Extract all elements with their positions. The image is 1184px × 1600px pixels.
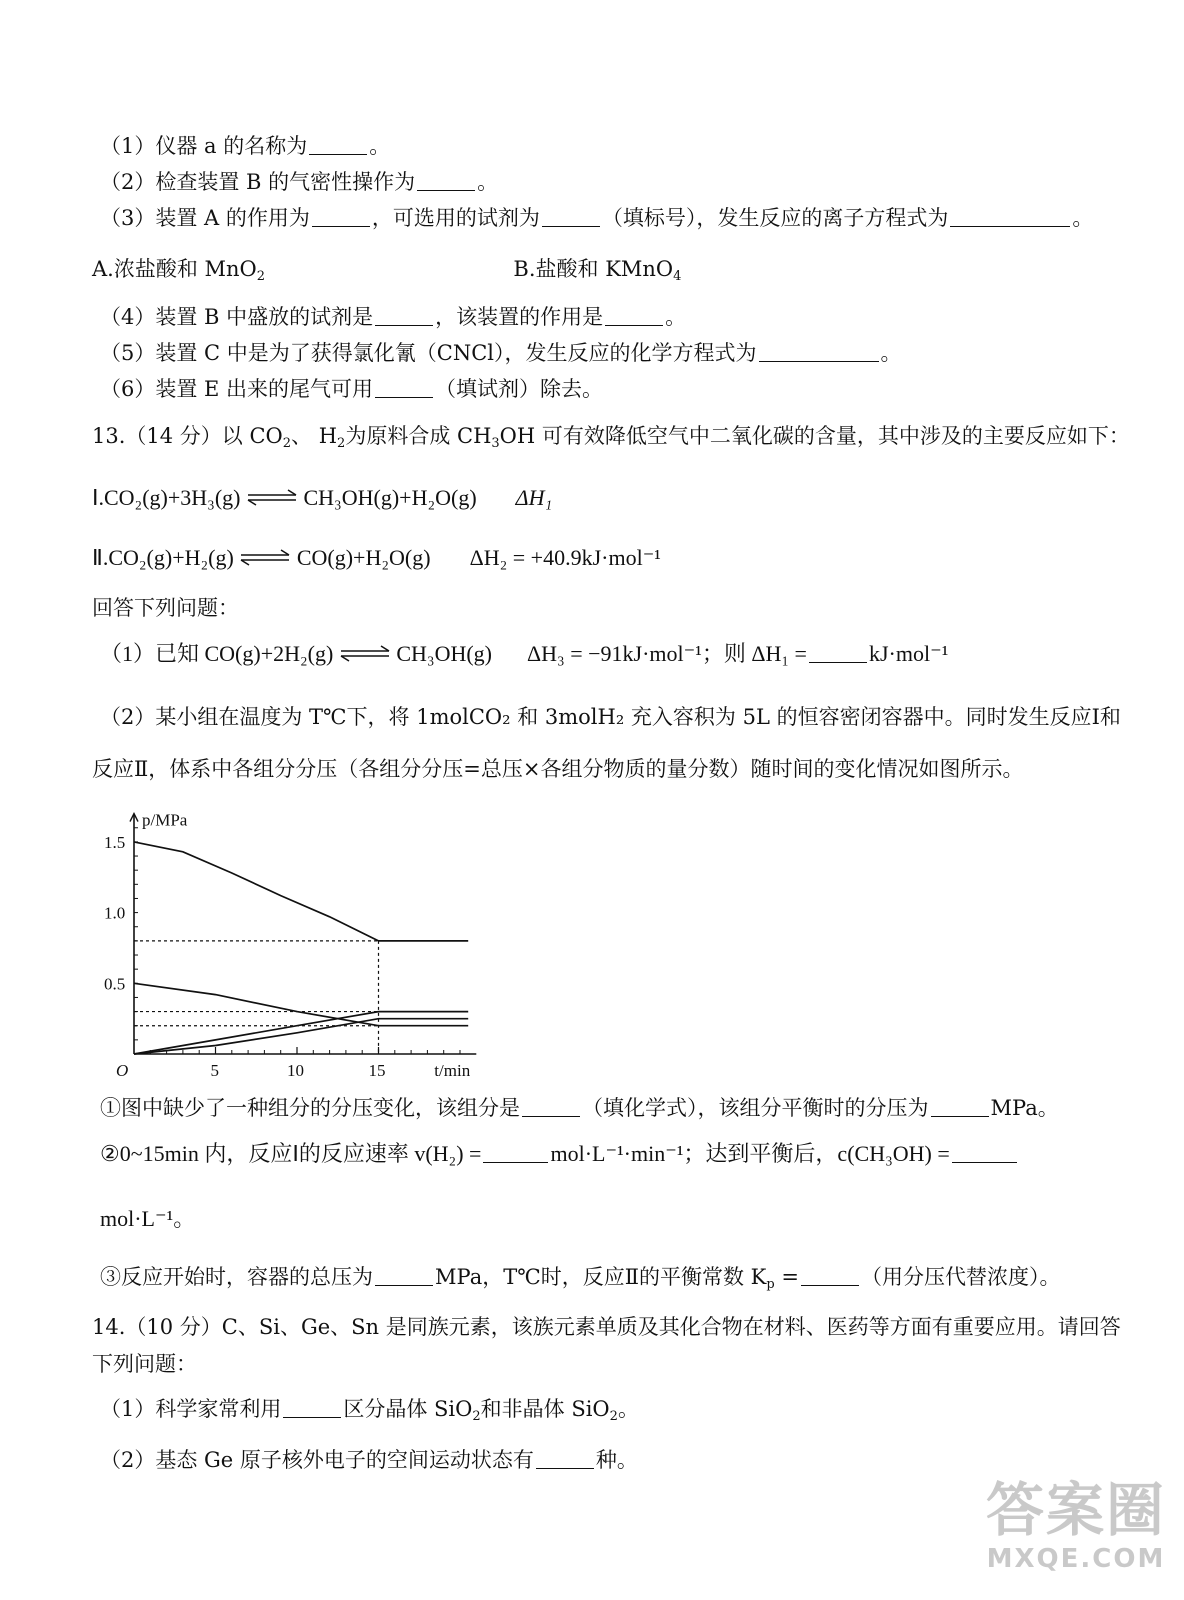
question-text: （4）装置 B 中盛放的试剂是: [100, 305, 374, 329]
x-tick-label: 15: [368, 1061, 386, 1080]
answer-blank[interactable]: [522, 1096, 580, 1117]
question-item-2: [100, 168, 498, 196]
answer-blank[interactable]: [931, 1096, 989, 1117]
answer-blank[interactable]: [801, 1265, 859, 1286]
partial-pressure-chart: [96, 792, 471, 1092]
question-text: （填试剂）除去。: [435, 377, 604, 401]
answer-blank[interactable]: [283, 1397, 341, 1418]
x-axis-label: t/min: [434, 1061, 471, 1080]
equilibrium-arrow-icon: [339, 645, 391, 661]
q13-sub-2-unit: mol·L⁻¹。: [100, 1206, 196, 1231]
option-a: A.浓盐酸和 MnO$_2$: [92, 257, 266, 284]
question-text: 。: [369, 134, 391, 158]
equilibrium-arrow-icon: [239, 549, 291, 565]
reaction-left: Ⅰ.CO₂(g)+3H₃(g): [92, 485, 241, 510]
q13-sub-2: ②0~15min 内，反应Ⅰ的反应速率 v(H₂) = mol·L⁻¹·min⁻¹；达到平衡后，c(CH₃OH) =: [100, 1140, 1019, 1168]
question-item-1: [100, 132, 390, 160]
question-text: ，可选用的试剂为: [371, 206, 540, 230]
x-tick-label: 10: [287, 1061, 304, 1080]
question-text: 。: [665, 305, 687, 329]
logo-mark: 答案圈: [986, 1476, 1167, 1544]
q14-intro-line-1: 14.（10 分）C、Si、Ge、Sn 是同族元素，该族元素单质及其化合物在材料、医药等方面有重要应用。请回答: [92, 1315, 1121, 1339]
answer-blank[interactable]: [809, 642, 867, 663]
origin-label: O: [116, 1061, 129, 1080]
enthalpy-label: ΔH₂ = +40.9kJ·mol⁻¹: [469, 545, 661, 570]
q14-intro-line-2: 下列问题：: [92, 1352, 197, 1376]
q13-part-2-line-2: 反应Ⅱ，体系中各组分分压（各组分分压=总压×各组分物质的量分数）随时间的变化情况如图所示。: [92, 757, 1024, 781]
reaction-2: [92, 544, 661, 572]
question-item-3: [100, 204, 1093, 232]
question-text: 。: [477, 170, 499, 194]
q13-part-1: （1）已知 CO(g)+2H₂(g) CH₃OH(g) ΔH₃ = −91kJ·mol⁻¹；则 ΔH₁ = kJ·mol⁻¹: [100, 641, 949, 666]
question-text: 。: [1072, 206, 1094, 230]
question-text: ，该装置的作用是: [435, 305, 604, 329]
question-text: （3）装置 A 的作用为: [100, 206, 310, 230]
y-tick-label: 1.5: [104, 832, 126, 852]
question-item-4: [100, 303, 686, 331]
option-b: B.盐酸和 KMnO$_4$: [513, 257, 682, 284]
question-text: （6）装置 E 出来的尾气可用: [100, 377, 374, 401]
q14-part-1: （1）科学家常利用 区分晶体 SiO$_2$和非晶体 SiO$_2$。: [100, 1397, 639, 1424]
question-text: 。: [880, 341, 902, 365]
answer-blank[interactable]: [542, 206, 600, 227]
answer-blank[interactable]: [375, 377, 433, 398]
reaction-left: Ⅱ.CO₂(g)+H₂(g): [92, 545, 234, 570]
question-item-5: [100, 339, 902, 367]
question-item-6: [100, 375, 603, 403]
question-text: （填标号），发生反应的离子方程式为: [601, 206, 949, 230]
y-tick-label: 1.0: [104, 903, 126, 923]
series-line-increasing-curve-2: [134, 1019, 468, 1054]
y-tick-label: 0.5: [104, 974, 126, 994]
q13-part-2-line-1: （2）某小组在温度为 T℃下，将 1molCO₂ 和 3molH₂ 充入容积为 5L 的恒容密闭容器中。同时发生反应Ⅰ和: [100, 705, 1121, 729]
question-text: （1）仪器 a 的名称为: [100, 134, 308, 158]
answer-blank[interactable]: [312, 206, 370, 227]
answer-blank[interactable]: [605, 305, 663, 326]
option-line: [92, 255, 681, 291]
enthalpy-label: ΔH₁: [515, 485, 553, 510]
answer-blank[interactable]: [950, 206, 1070, 227]
watermark-logo: [986, 1476, 1166, 1586]
answer-blank[interactable]: [536, 1448, 594, 1469]
answer-blank[interactable]: [375, 1265, 433, 1286]
reaction-1: [92, 484, 552, 512]
answer-blank[interactable]: [952, 1142, 1017, 1163]
q13-intro: 13.（14 分）以 $CO_2$、 $H_2$为原料合成 $CH_3OH$ 可有效降低空气中二氧化碳的含量，其中涉及的主要反应如下：: [92, 424, 1130, 451]
q14-part-2: （2）基态 Ge 原子核外电子的空间运动状态有 种。: [100, 1448, 638, 1472]
reaction-right: CO(g)+H₂O(g): [296, 545, 431, 570]
answer-blank[interactable]: [417, 170, 475, 191]
answer-prompt: 回答下列问题：: [92, 596, 239, 620]
x-tick-label: 5: [210, 1061, 219, 1080]
reaction-right: CH₃OH(g)+H₂O(g): [303, 485, 477, 510]
question-text: （2）检查装置 B 的气密性操作为: [100, 170, 416, 194]
answer-blank[interactable]: [759, 341, 879, 362]
answer-blank[interactable]: [375, 305, 433, 326]
y-axis-label: p/MPa: [142, 810, 188, 830]
logo-url: MXQE.COM: [986, 1544, 1166, 1574]
answer-blank[interactable]: [483, 1142, 548, 1163]
answer-blank[interactable]: [309, 134, 367, 155]
q13-sub-3: ③反应开始时，容器的总压为 MPa，T℃时，反应Ⅱ的平衡常数 $K_p$ = （用分压代替浓度）。: [100, 1265, 1061, 1292]
series-line-upper-curve: [134, 842, 468, 941]
question-text: （5）装置 C 中是为了获得氯化氰（CNCl），发生反应的化学方程式为: [100, 341, 757, 365]
q13-sub-1: ①图中缺少了一种组分的分压变化，该组分是 （填化学式），该组分平衡时的分压为 MPa。: [100, 1096, 1059, 1120]
equilibrium-arrow-icon: [246, 489, 298, 505]
